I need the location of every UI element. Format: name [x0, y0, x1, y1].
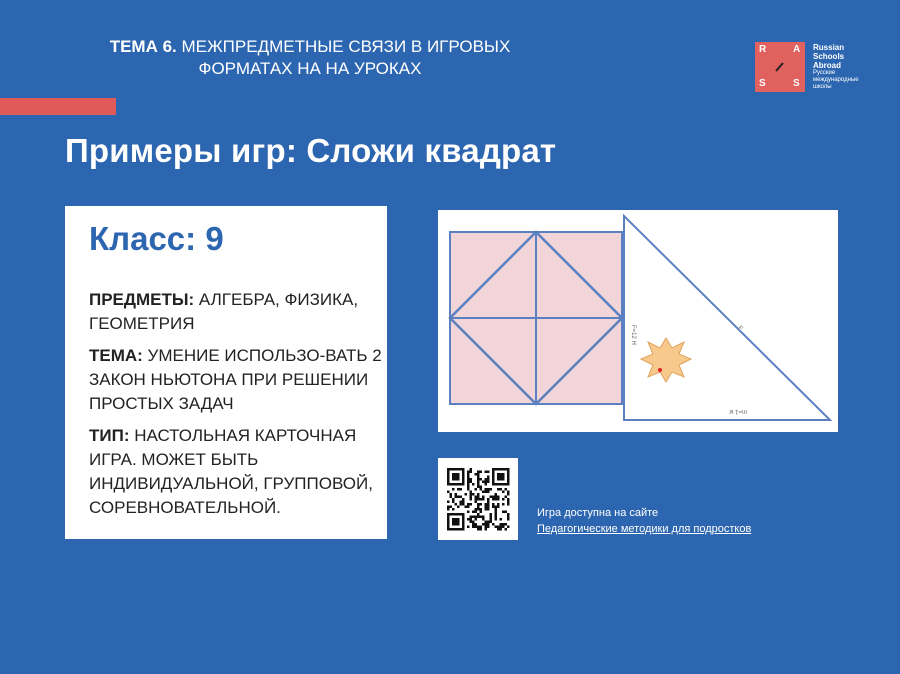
svg-text:F: F — [736, 325, 744, 333]
theme-value: УМЕНИЕ ИСПОЛЬЗО-ВАТЬ 2 ЗАКОН НЬЮТОНА ПРИ РЕШЕНИИ ПРОСТЫХ ЗАДАЧ — [89, 346, 382, 413]
svg-text:F=12 Н: F=12 Н — [630, 325, 636, 345]
logo-letter-s1: S — [759, 78, 766, 89]
accent-bar — [0, 98, 116, 115]
subjects-label: ПРЕДМЕТЫ: — [89, 290, 195, 309]
slide-title: Примеры игр: Сложи квадрат — [65, 132, 557, 169]
logo-letter-r: R — [759, 44, 767, 55]
topic-header — [80, 36, 540, 80]
qr-code[interactable] — [438, 458, 518, 540]
logo-line6: школы — [813, 84, 832, 90]
logo-letter-s2: S — [793, 78, 800, 89]
logo-line5: международные — [813, 77, 859, 83]
rssa-logo — [755, 42, 865, 92]
puzzle-diagram — [438, 210, 838, 432]
subjects-value: АЛГЕБРА, ФИЗИКА, ГЕОМЕТРИЯ — [89, 290, 359, 333]
type-value: НАСТОЛЬНАЯ КАРТОЧНАЯ ИГРА. МОЖЕТ БЫТЬ ИНДИВИДУАЛЬНОЙ, ГРУППОВОЙ, СОРЕВНОВАТЕЛЬНОЙ. — [89, 426, 373, 517]
topic-text: МЕЖПРЕДМЕТНЫЕ СВЯЗИ В ИГРОВЫХ — [176, 37, 511, 56]
type-paragraph — [89, 424, 389, 520]
availability-note — [537, 505, 751, 537]
type-label: ТИП: — [89, 426, 130, 445]
subjects-paragraph — [89, 288, 389, 336]
logo-text — [813, 43, 859, 91]
methods-link[interactable]: Педагогические методики для подростков — [537, 523, 752, 535]
logo-line2: Schools — [813, 52, 845, 61]
logo-square — [755, 42, 805, 92]
game-illustration — [438, 210, 838, 432]
topic-text-line2: ФОРМАТАХ НА НА УРОКАХ — [198, 59, 422, 78]
logo-line4: Русские — [813, 70, 836, 76]
theme-paragraph — [89, 344, 389, 416]
logo-pen-icon — [755, 42, 805, 92]
topic-number: ТЕМА 6. — [109, 37, 177, 56]
theme-label: ТЕМА: — [89, 346, 143, 365]
svg-text:m=1 кг: m=1 кг — [728, 408, 747, 414]
grade-heading: Класс: 9 — [89, 220, 224, 257]
availability-text: Игра доступна на сайте — [537, 507, 659, 519]
logo-line1: Russian — [813, 43, 845, 52]
qr-code-icon — [438, 458, 518, 540]
logo-line3: Abroad — [813, 61, 841, 70]
logo-letter-a: A — [793, 44, 801, 55]
info-card — [65, 206, 387, 539]
